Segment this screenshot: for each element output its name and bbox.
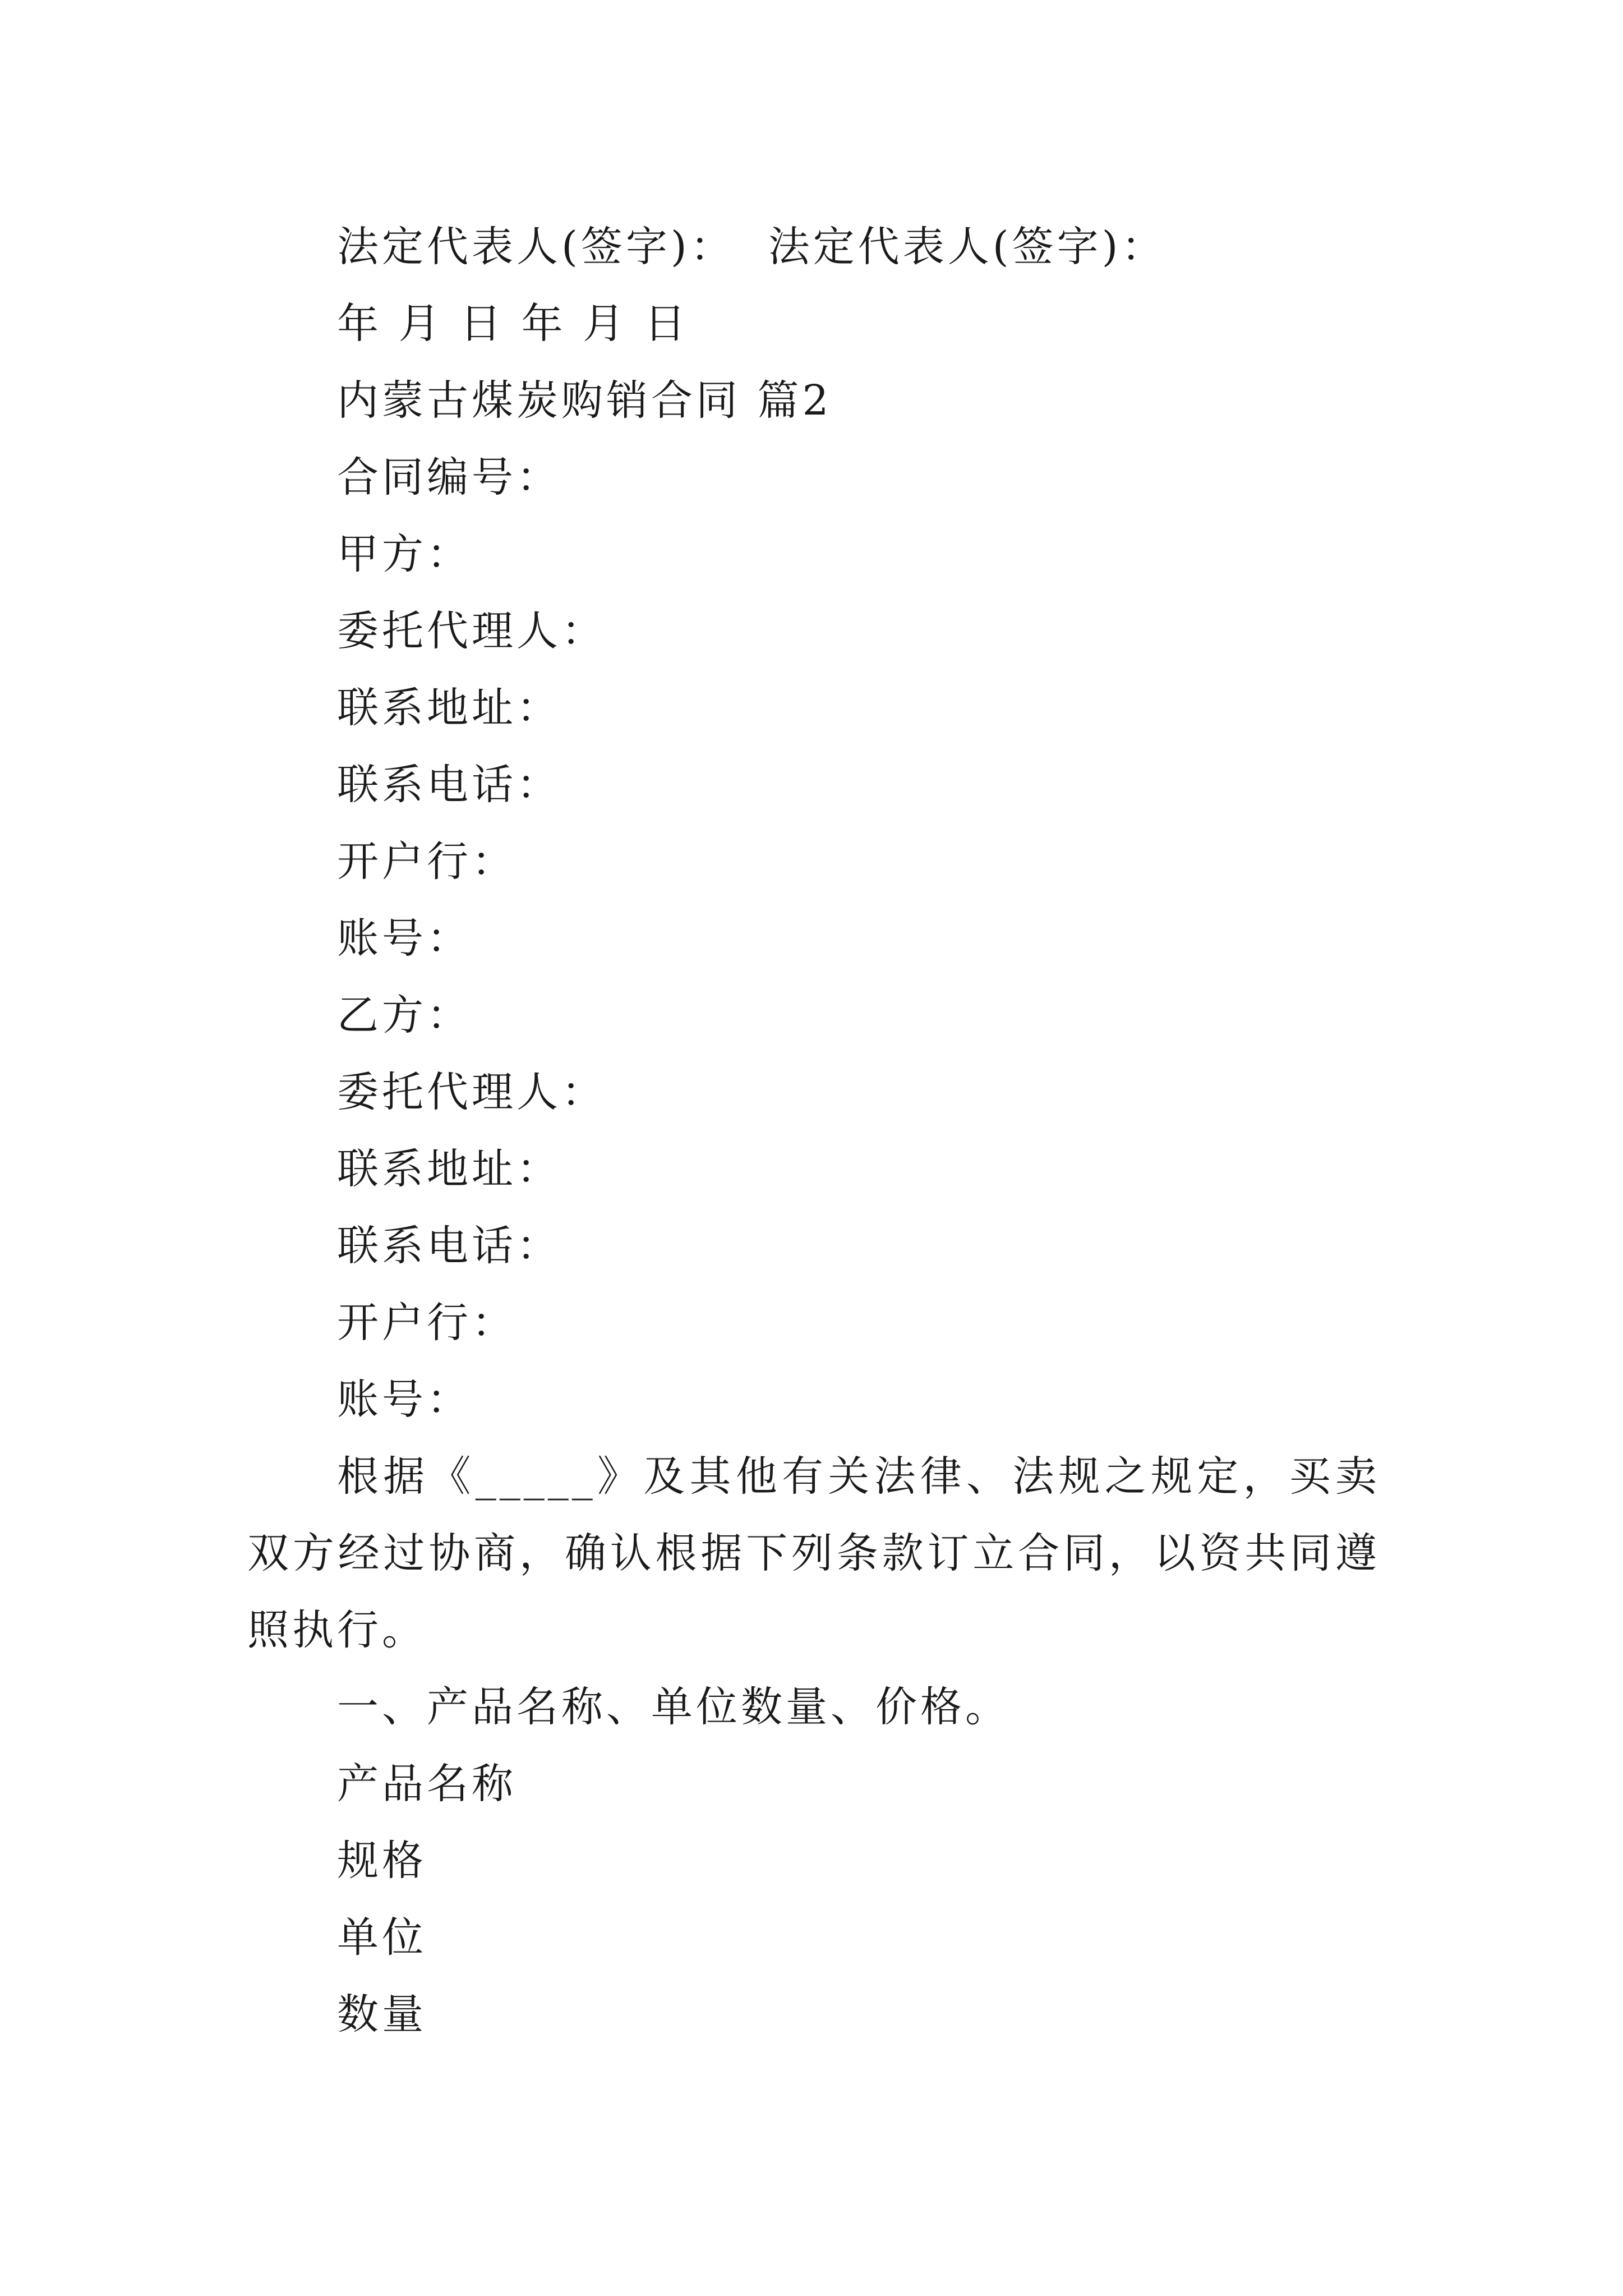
date-line: 年 月 日 年 月 日 bbox=[337, 300, 689, 348]
party-b-bank: 开户行： bbox=[337, 1299, 517, 1347]
document-body bbox=[247, 209, 1380, 2053]
signature-line: 法定代表人(签字)： 法定代表人(签字)： bbox=[337, 223, 1166, 271]
contract-title: 内蒙古煤炭购销合同 篇2 bbox=[337, 376, 832, 425]
party-a-label: 甲方： bbox=[337, 530, 472, 578]
item-quantity: 数量 bbox=[337, 1990, 427, 2039]
party-a-account: 账号： bbox=[337, 914, 472, 963]
preamble-paragraph: 根据《_____》及其他有关法律、法规之规定，买卖双方经过协商，确认根据下列条款订立合同，以资共同遵照执行。 bbox=[247, 1452, 1380, 1654]
party-b-agent: 委托代理人： bbox=[337, 1068, 606, 1116]
party-b-address: 联系地址： bbox=[337, 1145, 561, 1193]
party-b-account: 账号： bbox=[337, 1375, 472, 1424]
item-spec: 规格 bbox=[337, 1837, 427, 1885]
party-b-phone: 联系电话： bbox=[337, 1222, 561, 1270]
section-heading: 一、产品名称、单位数量、价格。 bbox=[337, 1683, 1010, 1731]
party-b-label: 乙方： bbox=[337, 991, 472, 1039]
party-a-bank: 开户行： bbox=[337, 838, 517, 886]
party-a-phone: 联系电话： bbox=[337, 761, 561, 809]
item-product-name: 产品名称 bbox=[337, 1760, 517, 1808]
item-unit: 单位 bbox=[337, 1913, 427, 1962]
contract-number-field: 合同编号： bbox=[337, 453, 561, 501]
party-a-address: 联系地址： bbox=[337, 684, 561, 732]
party-a-agent: 委托代理人： bbox=[337, 607, 606, 655]
